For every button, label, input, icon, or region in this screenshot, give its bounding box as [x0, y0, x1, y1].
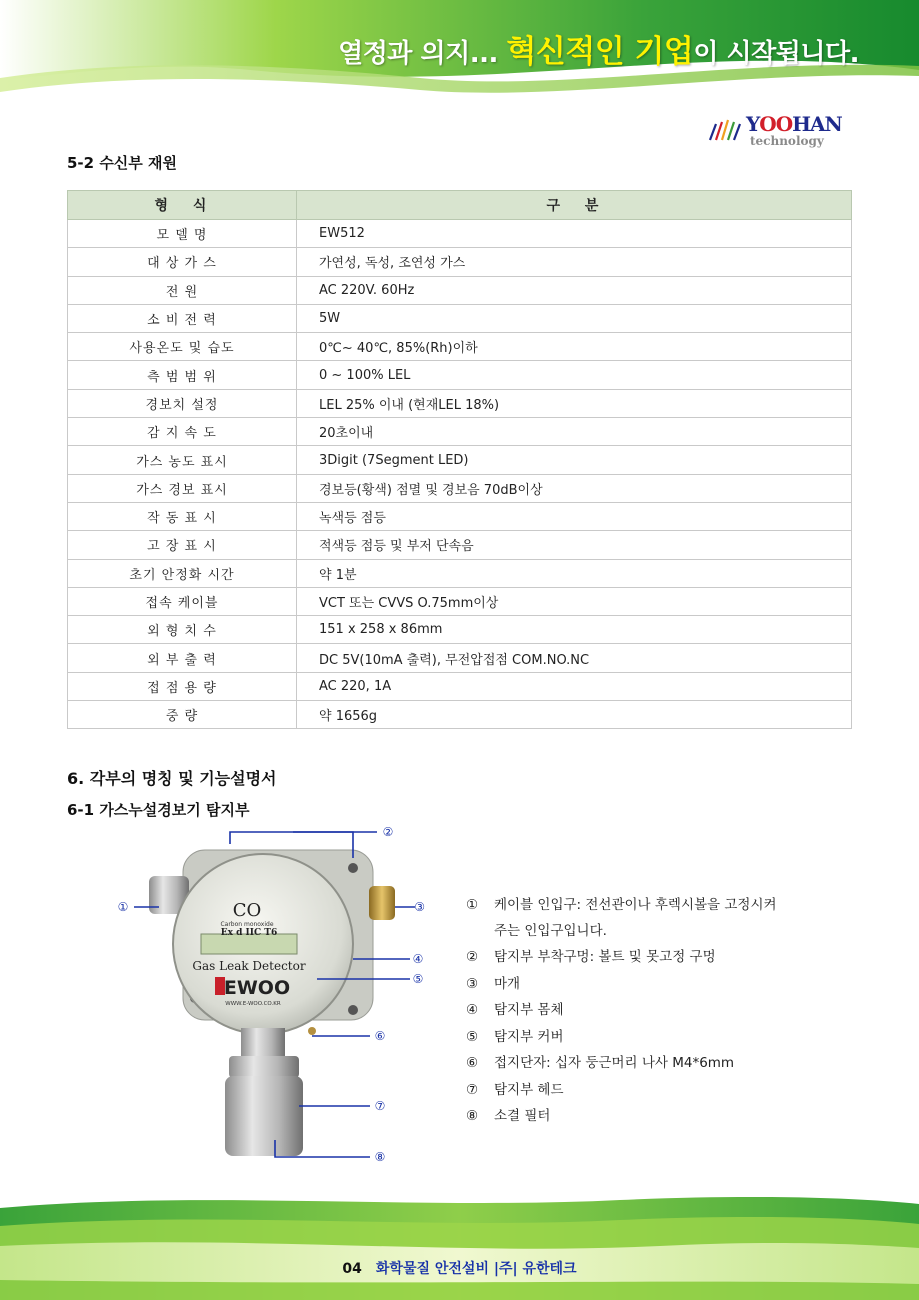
spec-label: 소 비 전 력 — [68, 304, 297, 332]
header-banner — [0, 0, 919, 100]
device-product-name: Gas Leak Detector — [192, 959, 306, 973]
detector-diagram — [105, 822, 425, 1167]
footer-text — [0, 1258, 919, 1278]
callout-marker-8: ⑧ — [374, 1150, 386, 1164]
page-number: 04 — [342, 1261, 362, 1277]
spec-value: 가연성, 독성, 조연성 가스 — [297, 248, 852, 276]
plug-cap — [369, 886, 395, 920]
callout-marker-5: ⑤ — [412, 972, 424, 986]
callout-label: 탐지부 커버 — [494, 1028, 564, 1045]
spec-value: 약 1656g — [297, 701, 852, 729]
spec-label: 작 동 표 시 — [68, 502, 297, 530]
callout-number: ① — [466, 897, 479, 913]
spec-label: 대 상 가 스 — [68, 248, 297, 276]
header-category: 구 분 — [297, 191, 852, 220]
spec-table-row — [68, 276, 852, 304]
spec-value: VCT 또는 CVVS O.75mm이상 — [297, 587, 852, 615]
slogan-highlight: 혁신적인 기업 — [506, 34, 694, 70]
spec-value: 0℃~ 40℃, 85%(Rh)이하 — [297, 333, 852, 361]
callout-marker-7: ⑦ — [374, 1099, 386, 1113]
device-brand: EWOO — [223, 977, 291, 999]
callout-label: 접지단자: 십자 둥근머리 나사 M4*6mm — [494, 1055, 735, 1071]
callout-label: 소결 필터 — [494, 1108, 551, 1124]
callout-number: ③ — [466, 975, 479, 992]
spec-table — [67, 190, 852, 729]
logo-stripes-icon — [706, 118, 742, 142]
spec-table-row — [68, 333, 852, 361]
section-title-6-1: 6-1 가스누설경보기 탐지부 — [67, 801, 250, 819]
spec-value: 0 ~ 100% LEL — [297, 361, 852, 389]
spec-table-row — [68, 361, 852, 389]
callout-number: ② — [466, 949, 479, 965]
detector-head — [229, 1056, 299, 1078]
spec-table-row — [68, 701, 852, 729]
spec-table-header-row — [68, 191, 852, 220]
spec-label: 접속 케이블 — [68, 587, 297, 615]
spec-label: 외 형 치 수 — [68, 616, 297, 644]
spec-table-row — [68, 644, 852, 672]
spec-table-row — [68, 672, 852, 700]
spec-value: 경보등(황색) 점멸 및 경보음 70dB이상 — [297, 474, 852, 502]
callout-item — [464, 945, 864, 971]
sintered-filter — [225, 1076, 303, 1156]
spec-table-row — [68, 220, 852, 248]
callout-marker-2: ② — [382, 825, 394, 839]
callout-label: 탐지부 부착구멍: 볼트 및 못고정 구멍 — [494, 949, 716, 965]
device-url: WWW.E-WOO.CO.KR — [225, 1001, 281, 1007]
spec-value: AC 220V. 60Hz — [297, 276, 852, 304]
header-slogan — [338, 26, 859, 71]
spec-label: 고 장 표 시 — [68, 531, 297, 559]
spec-value: 약 1분 — [297, 559, 852, 587]
device-gas-name: Carbon monoxide — [220, 921, 274, 928]
callout-number: ⑧ — [466, 1108, 479, 1124]
spec-label: 가스 농도 표시 — [68, 446, 297, 474]
callout-label-continued: 주는 인입구입니다. — [494, 922, 607, 939]
spec-label: 모 델 명 — [68, 220, 297, 248]
spec-table-row — [68, 418, 852, 446]
callout-marker-6: ⑥ — [374, 1029, 386, 1043]
detector-illustration — [105, 822, 425, 1167]
section-title-5-2: 5-2 수신부 재원 — [67, 154, 177, 172]
footer — [0, 1190, 919, 1300]
callout-label: 마개 — [494, 975, 521, 992]
callout-item — [464, 1078, 864, 1104]
spec-value: 5W — [297, 304, 852, 332]
spec-label: 사용온도 및 습도 — [68, 333, 297, 361]
logo-name: YOOHAN — [746, 112, 842, 136]
section-title-6: 6. 각부의 명칭 및 기능설명서 — [67, 769, 277, 788]
spec-value: 20초이내 — [297, 418, 852, 446]
spec-label: 측 범 범 위 — [68, 361, 297, 389]
callout-item — [464, 1104, 864, 1130]
callout-label: 케이블 인입구: 전선관이나 후렉시볼을 고정시켜 — [494, 897, 777, 913]
spec-table-row — [68, 559, 852, 587]
callout-marker-3: ③ — [414, 900, 425, 914]
callout-label: 탐지부 몸체 — [494, 1002, 564, 1018]
spec-table-row — [68, 248, 852, 276]
spec-value: 151 x 258 x 86mm — [297, 616, 852, 644]
spec-table-row — [68, 304, 852, 332]
spec-label: 외 부 출 력 — [68, 644, 297, 672]
spec-value: 녹색등 점등 — [297, 502, 852, 530]
callout-item — [464, 972, 864, 998]
spec-table-row — [68, 616, 852, 644]
spec-value: LEL 25% 이내 (현재LEL 18%) — [297, 389, 852, 417]
spec-label: 가스 경보 표시 — [68, 474, 297, 502]
callout-list — [464, 893, 864, 1131]
logo-subtitle: technology — [750, 134, 824, 148]
spec-table-row — [68, 474, 852, 502]
callout-item — [464, 998, 864, 1024]
callout-item — [464, 1025, 864, 1051]
header-type: 형 식 — [68, 191, 297, 220]
spec-label: 전 원 — [68, 276, 297, 304]
callout-marker-4: ④ — [412, 952, 424, 966]
spec-table-row — [68, 531, 852, 559]
footer-company: 화학물질 안전설비 |주| 유한테크 — [375, 1261, 577, 1277]
spec-label: 초기 안정화 시간 — [68, 559, 297, 587]
spec-label: 감 지 속 도 — [68, 418, 297, 446]
spec-table-row — [68, 587, 852, 615]
callout-item — [464, 893, 864, 944]
callout-number: ⑤ — [466, 1028, 479, 1045]
spec-value: 적색등 점등 및 부저 단속음 — [297, 531, 852, 559]
spec-label: 경보치 설정 — [68, 389, 297, 417]
spec-table-row — [68, 389, 852, 417]
spec-value: DC 5V(10mA 출력), 무전압접점 COM.NO.NC — [297, 644, 852, 672]
spec-value: AC 220, 1A — [297, 672, 852, 700]
device-ex-rating: Ex d IIC T6 — [220, 928, 278, 938]
callout-number: ⑥ — [466, 1055, 479, 1071]
spec-table-row — [68, 446, 852, 474]
callout-marker-1: ① — [117, 900, 129, 914]
device-gas-label: CO — [232, 900, 262, 921]
callout-number: ④ — [466, 1002, 479, 1018]
slogan-pre: 열정과 의지... — [338, 39, 507, 69]
company-logo — [706, 112, 856, 152]
spec-table-row — [68, 502, 852, 530]
callout-number: ⑦ — [466, 1081, 479, 1098]
spec-label: 접 점 용 량 — [68, 672, 297, 700]
slogan-post: 이 시작됩니다. — [693, 39, 859, 69]
callout-item — [464, 1051, 864, 1077]
spec-value: EW512 — [297, 220, 852, 248]
spec-label: 중 량 — [68, 701, 297, 729]
spec-value: 3Digit (7Segment LED) — [297, 446, 852, 474]
footer-wave-graphic — [0, 1190, 919, 1300]
callout-label: 탐지부 헤드 — [494, 1081, 564, 1098]
